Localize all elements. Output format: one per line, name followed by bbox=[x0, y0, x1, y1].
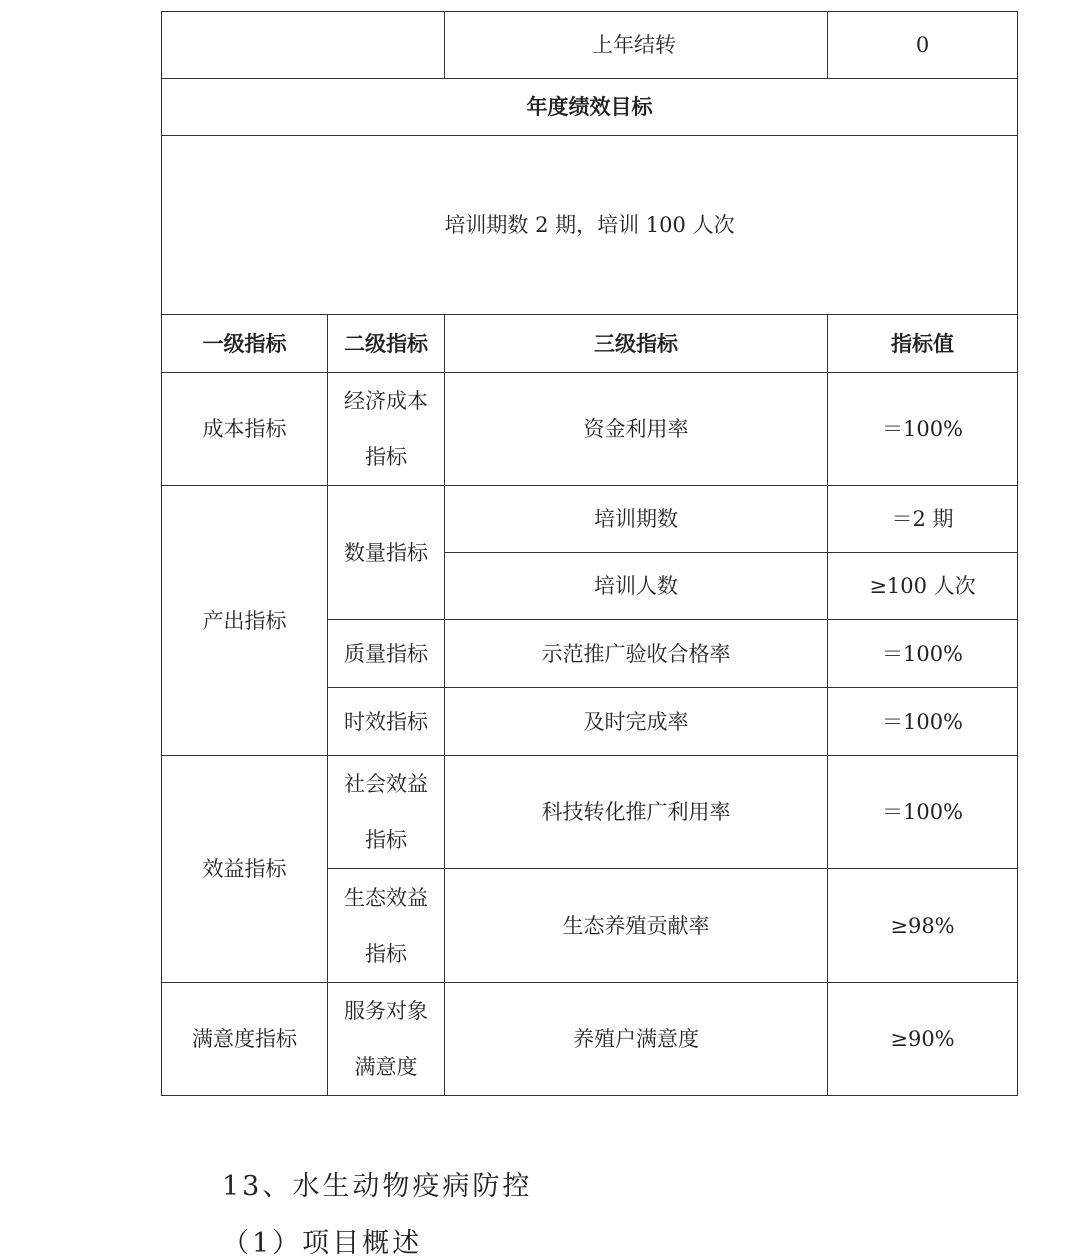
header-l1: 一级指标 bbox=[162, 315, 328, 373]
performance-table bbox=[161, 11, 1018, 1096]
output-qty-r2-value: ≥100 人次 bbox=[828, 553, 1018, 620]
satisfaction-l2 bbox=[328, 983, 445, 1096]
benefit-eco-l2-line2: 指标 bbox=[365, 941, 407, 966]
cost-value: ＝100% bbox=[828, 373, 1018, 486]
cost-l3: 资金利用率 bbox=[445, 373, 828, 486]
satisfaction-l3: 养殖户满意度 bbox=[445, 983, 828, 1096]
benefit-social-l2-line2: 指标 bbox=[365, 828, 407, 852]
output-qty-r1-l3: 培训期数 bbox=[445, 486, 828, 553]
table-row bbox=[162, 486, 1018, 553]
benefit-l1: 效益指标 bbox=[162, 756, 328, 983]
table-row bbox=[162, 983, 1018, 1096]
output-qty-r2-l3: 培训人数 bbox=[445, 553, 828, 620]
carryover-value: 0 bbox=[828, 12, 1018, 79]
benefit-social-l2-line1: 社会效益 bbox=[344, 772, 428, 796]
output-time-l2: 时效指标 bbox=[328, 688, 445, 756]
cost-l2-line1: 经济成本 bbox=[344, 389, 428, 413]
output-quality-value: ＝100% bbox=[828, 620, 1018, 688]
header-row bbox=[162, 315, 1018, 373]
output-l1: 产出指标 bbox=[162, 486, 328, 756]
satisfaction-l1: 满意度指标 bbox=[162, 983, 328, 1096]
header-l2: 二级指标 bbox=[328, 315, 445, 373]
benefit-social-l3: 科技转化推广利用率 bbox=[445, 756, 828, 869]
output-quality-l3: 示范推广验收合格率 bbox=[445, 620, 828, 688]
benefit-eco-l2-line1: 生态效益 bbox=[344, 885, 428, 910]
output-time-l3: 及时完成率 bbox=[445, 688, 828, 756]
satisfaction-l2-line1: 服务对象 bbox=[344, 999, 428, 1023]
goal-text: 培训期数 2 期，培训 100 人次 bbox=[162, 136, 1018, 315]
output-qty-l2: 数量指标 bbox=[328, 486, 445, 620]
output-time-value: ＝100% bbox=[828, 688, 1018, 756]
cost-l1: 成本指标 bbox=[162, 373, 328, 486]
table-row bbox=[162, 756, 1018, 869]
carryover-label: 上年结转 bbox=[445, 12, 828, 79]
subsection-heading: （1）项目概述 bbox=[222, 1228, 423, 1259]
benefit-social-value: ＝100% bbox=[828, 756, 1018, 869]
output-quality-l2: 质量指标 bbox=[328, 620, 445, 688]
header-value: 指标值 bbox=[828, 315, 1018, 373]
benefit-eco-value: ≥98% bbox=[828, 869, 1018, 983]
section-heading: 13、水生动物疫病防控 bbox=[222, 1171, 533, 1202]
satisfaction-value: ≥90% bbox=[828, 983, 1018, 1096]
goal-title: 年度绩效目标 bbox=[162, 79, 1018, 136]
carryover-row bbox=[162, 12, 1018, 79]
header-l3: 三级指标 bbox=[445, 315, 828, 373]
benefit-eco-l2 bbox=[328, 869, 445, 983]
benefit-social-l2 bbox=[328, 756, 445, 869]
benefit-eco-l3: 生态养殖贡献率 bbox=[445, 869, 828, 983]
cost-l2 bbox=[328, 373, 445, 486]
cost-l2-line2: 指标 bbox=[365, 445, 407, 469]
table-row bbox=[162, 373, 1018, 486]
output-qty-r1-value: ＝2 期 bbox=[828, 486, 1018, 553]
empty-cell bbox=[162, 12, 445, 79]
satisfaction-l2-line2: 满意度 bbox=[354, 1055, 418, 1079]
